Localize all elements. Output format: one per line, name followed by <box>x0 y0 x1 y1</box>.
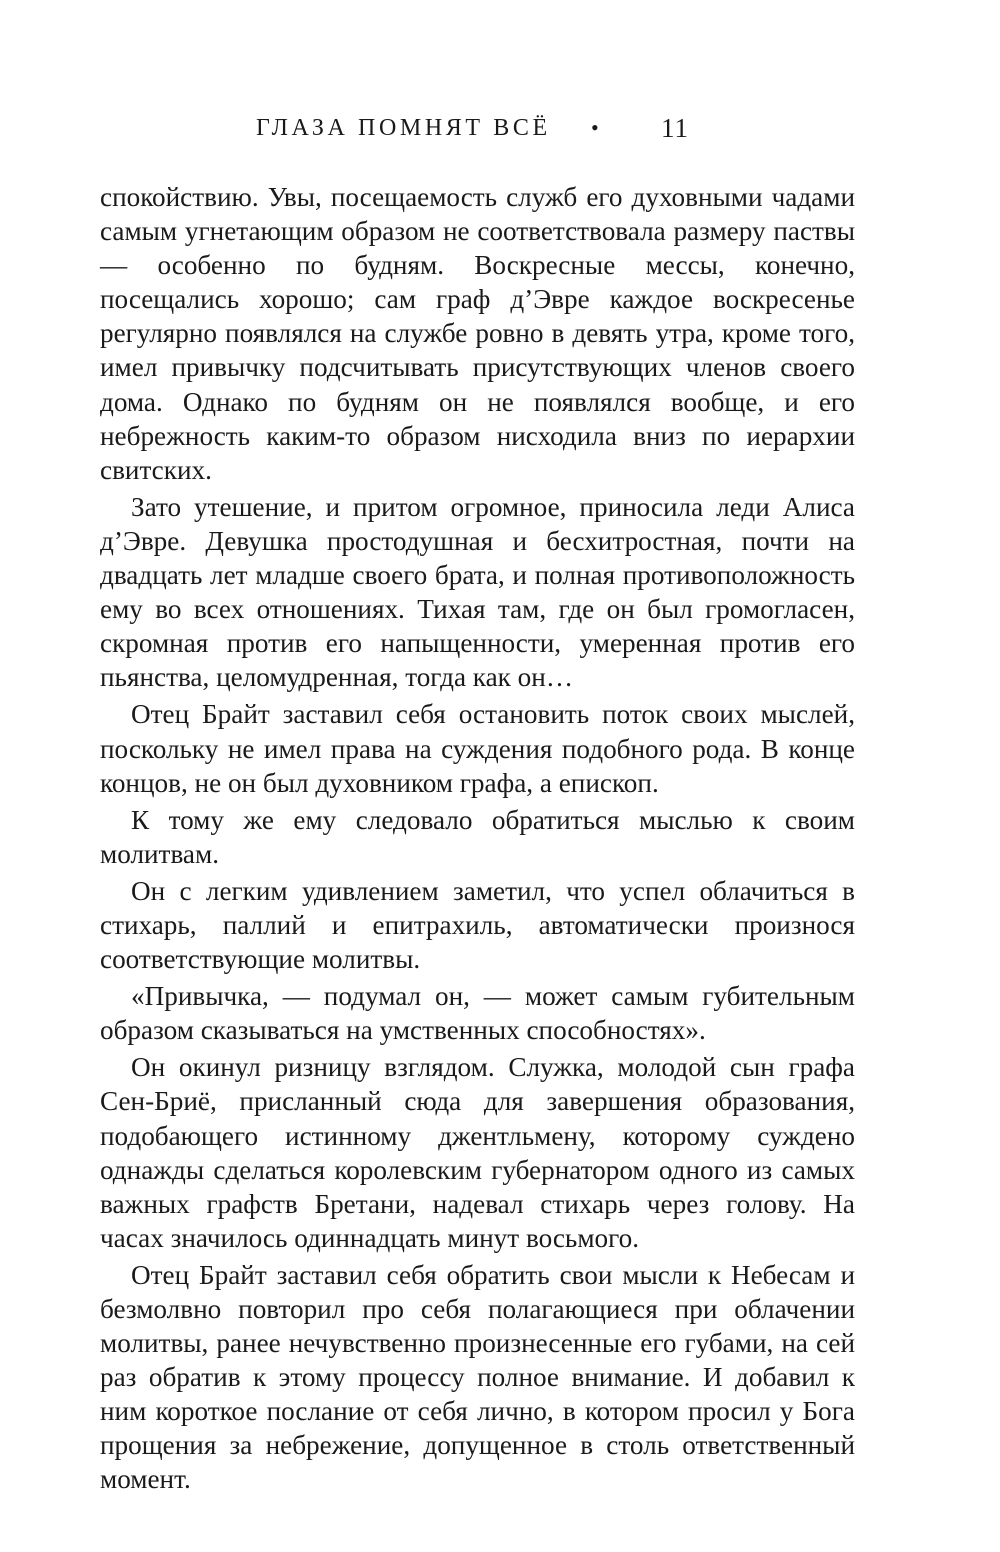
paragraph-3: Отец Брайт заставил себя остановить поток своих мыслей, поскольку не имел права на суждения подобного рода. В конце концов, не он был духовником графа, а епископ. <box>100 699 855 798</box>
paragraph-7: Он окинул ризницу взглядом. Служка, молодой сын графа Сен-Бриё, присланный сюда для завершения образования, подобающего истинному джентльмену, которому суждено однажды сделаться королевским губернатором одного из самых важных графств Бретани, надевал стихарь через голову. На часах значилось одиннадцать минут восьмого. <box>100 1052 855 1253</box>
paragraph-6: «Привычка, — подумал он, — может самым губительным образом сказываться на умственных способностях». <box>100 981 855 1046</box>
paragraph-8: Отец Брайт заставил себя обратить свои мысли к Небесам и безмолвно повторил про себя полагающиеся при облачении молитвы, ранее нечувственно произнесенные его губами, на сей раз обратив к этому процессу полное внимание. И добавил к ним короткое послание от себя лично, в котором просил у Бога прощения за небрежение, допущенное в столь ответственный момент. <box>100 1259 855 1495</box>
paragraph-5: Он с легким удивлением заметил, что успел облачиться в стихарь, паллий и епитрахиль, автоматически произнося соответствующие молитвы. <box>100 875 855 975</box>
page-number: 11 <box>661 113 689 143</box>
body-text <box>100 180 855 1500</box>
paragraph-1: спокойствию. Увы, посещаемость служб его духовными чадами самым угнетающим образом не соответствовала размеру паствы — особенно по будням. Воскресные мессы, конечно, посещались хорошо; сам граф д’Эвре каждое воскресенье регулярно появлялся на службе ровно в девять утра, кроме того, имел привычку подсчитывать присутствующих членов своего дома. Однако по будням он не появлялся вообще, и его небрежность каким-то образом нисходила вниз по иерархии свитских. <box>100 182 855 485</box>
running-head-bullet: • <box>591 115 599 140</box>
running-head <box>0 108 1000 148</box>
paragraph-2: Зато утешение, и притом огромное, приносила леди Алиса д’Эвре. Девушка простодушная и бесхитростная, почти на двадцать лет младше своего брата, и полная противоположность ему во всех отношениях. Тихая там, где он был громогласен, скромная против его напыщенности, умеренная против его пьянства, целомудренная, тогда как он… <box>100 491 855 693</box>
running-head-title: ГЛАЗА ПОМНЯТ ВСЁ <box>256 115 551 141</box>
paragraph-4: К тому же ему следовало обратиться мыслью к своим молитвам. <box>100 804 855 869</box>
